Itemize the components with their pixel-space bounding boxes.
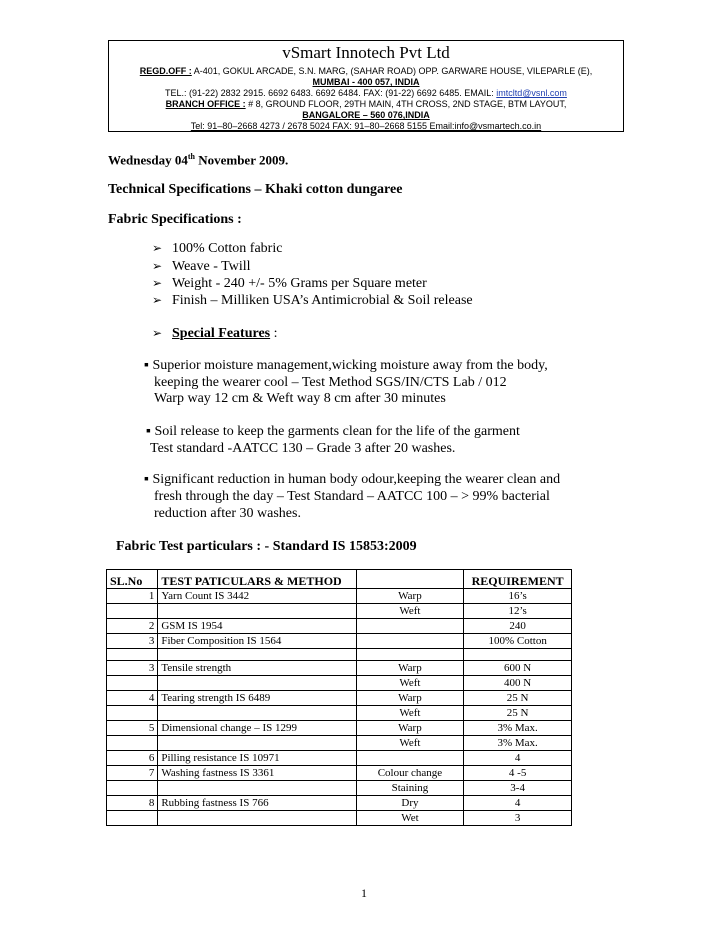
table-cell [356,649,464,661]
table-cell: Yarn Count IS 3442 [158,589,356,604]
special-label: Special Features [172,326,271,341]
fabric-heading: Fabric Specifications : [108,212,242,227]
spec-item [152,275,427,292]
date-line [108,148,288,168]
arrow-bullet-icon: ➢ [152,241,163,255]
table-row [107,634,572,649]
table-cell: Weft [356,736,464,751]
regd-label: REGD.OFF : [139,66,192,76]
table-cell: 3-4 [464,781,572,796]
tel2-line: Tel: 91–80–2668 4273 / 2678 5024 FAX: 91–80–2668 5155 Email:info@vsmartech.co.in [190,121,542,131]
header-cell: TEST PATICULARS & METHOD [158,570,356,589]
table-row [107,691,572,706]
feature-line: ▪ Significant reduction in human body odour,keeping the wearer clean and [144,472,561,487]
table-cell: 400 N [464,676,572,691]
table-cell: 600 N [464,661,572,676]
spec-item [152,240,282,257]
table-cell [356,619,464,634]
table-cell: 7 [107,766,158,781]
letterhead [108,40,624,132]
table-cell: Warp [356,661,464,676]
email-link[interactable]: imtcltd@vsnl.com [496,88,567,98]
table-cell: 100% Cotton [464,634,572,649]
table-cell: Warp [356,589,464,604]
date-suffix: November 2009. [194,152,289,168]
table-cell: 3 [107,661,158,676]
table-cell: 3% Max. [464,721,572,736]
table-row [107,721,572,736]
test-table [106,569,572,826]
feature-line: keeping the wearer cool – Test Method SGS/IN/CTS Lab / 012 [154,375,507,390]
feature-line: Warp way 12 cm & Weft way 8 cm after 30 minutes [154,391,446,406]
table-cell: 25 N [464,706,572,721]
table-row [107,619,572,634]
table-cell: 8 [107,796,158,811]
table-cell: 4 [464,751,572,766]
table-cell: 12’s [464,604,572,619]
table-cell: Tearing strength IS 6489 [158,691,356,706]
table-header-row [107,570,572,589]
table-cell [158,811,356,826]
table-cell [107,781,158,796]
tel-line [109,88,623,99]
tel-text: TEL.: (91-22) 2832 2915. 6692 6483. 6692 6484. FAX: (91-22) 6692 6485. EMAIL: [165,88,497,98]
table-cell [107,649,158,661]
table-cell: Rubbing fastness IS 766 [158,796,356,811]
table-cell: 1 [107,589,158,604]
table-cell: 240 [464,619,572,634]
branch-address: # 8, GROUND FLOOR, 29TH MAIN, 4TH CROSS, 2ND STAGE, BTM LAYOUT, [245,99,567,109]
table-row [107,604,572,619]
table-cell [158,649,356,661]
branch-office [109,99,623,110]
feature-line: reduction after 30 washes. [154,506,301,521]
spec-text: 100% Cotton fabric [172,241,283,256]
company-name: vSmart Innotech Pvt Ltd [282,43,450,62]
spec-text: Weight - 240 +/- 5% Grams per Square meter [172,276,427,291]
table-cell: Staining [356,781,464,796]
arrow-bullet-icon: ➢ [152,259,163,273]
table-cell: Fiber Composition IS 1564 [158,634,356,649]
table-cell [107,604,158,619]
feature-line: Test standard -AATCC 130 – Grade 3 after 20 washes. [150,441,456,456]
arrow-bullet-icon: ➢ [152,293,163,307]
table-row [107,649,572,661]
table-cell: 16’s [464,589,572,604]
table-cell [158,676,356,691]
table-cell: 4 [107,691,158,706]
spec-text: Finish – Milliken USA’s Antimicrobial & Soil release [172,293,473,308]
table-cell: 4 [464,796,572,811]
table-cell: GSM IS 1954 [158,619,356,634]
test-heading: Fabric Test particulars : - Standard IS 15853:2009 [116,539,417,554]
table-cell [158,736,356,751]
registered-office [109,66,623,77]
header-cell: SL.No [107,570,158,589]
branch-label: BRANCH OFFICE : [165,99,246,109]
feature-line: ▪ Superior moisture management,wicking moisture away from the body, [144,358,548,373]
table-row [107,706,572,721]
mumbai-line: MUMBAI - 400 057, INDIA [312,77,420,87]
table-row [107,796,572,811]
date-sup: th [187,152,195,161]
table-cell [107,706,158,721]
table-row [107,751,572,766]
date-prefix: Wednesday 04 [108,152,188,168]
table-cell [356,634,464,649]
table-cell: Dry [356,796,464,811]
special-features-heading [152,325,278,342]
spec-text: Weave - Twill [172,259,251,274]
document-title: Technical Specifications – Khaki cotton dungaree [108,182,403,197]
table-row [107,811,572,826]
table-cell [464,649,572,661]
table-cell: 25 N [464,691,572,706]
table-cell: Washing fastness IS 3361 [158,766,356,781]
bangalore-line: BANGALORE – 560 076,INDIA [302,110,430,120]
table-cell: 2 [107,619,158,634]
table-cell: 6 [107,751,158,766]
table-row [107,736,572,751]
table-row [107,766,572,781]
regd-address: A-401, GOKUL ARCADE, S.N. MARG, (SAHAR ROAD) OPP. GARWARE HOUSE, VILEPARLE (E), [191,66,593,76]
table-cell [158,781,356,796]
table-cell [107,736,158,751]
table-row [107,781,572,796]
spec-item [152,258,251,275]
table-cell: Weft [356,604,464,619]
arrow-bullet-icon: ➢ [152,326,163,340]
table-cell: Weft [356,676,464,691]
table-row [107,589,572,604]
table-cell: Tensile strength [158,661,356,676]
table-cell: 4 -5 [464,766,572,781]
header-cell: REQUIREMENT [464,570,572,589]
table-cell: 5 [107,721,158,736]
table-cell: Colour change [356,766,464,781]
table-cell: Dimensional change – IS 1299 [158,721,356,736]
table-cell [356,751,464,766]
page-number: 1 [361,886,367,900]
table-cell [107,811,158,826]
table-cell: 3 [464,811,572,826]
table-cell: Warp [356,691,464,706]
feature-line: fresh through the day – Test Standard – AATCC 100 – > 99% bacterial [154,489,550,504]
table-row [107,661,572,676]
table-cell: 3 [107,634,158,649]
table-cell [158,706,356,721]
header-cell [356,570,464,589]
arrow-bullet-icon: ➢ [152,276,163,290]
table-cell: 3% Max. [464,736,572,751]
spec-item [152,292,473,309]
table-cell: Weft [356,706,464,721]
table-cell [158,604,356,619]
feature-line: ▪ Soil release to keep the garments clean for the life of the garment [146,424,520,439]
table-cell: Warp [356,721,464,736]
table-cell: Pilling resistance IS 10971 [158,751,356,766]
table-cell: Wet [356,811,464,826]
table-cell [107,676,158,691]
special-colon: : [270,326,278,341]
table-row [107,676,572,691]
